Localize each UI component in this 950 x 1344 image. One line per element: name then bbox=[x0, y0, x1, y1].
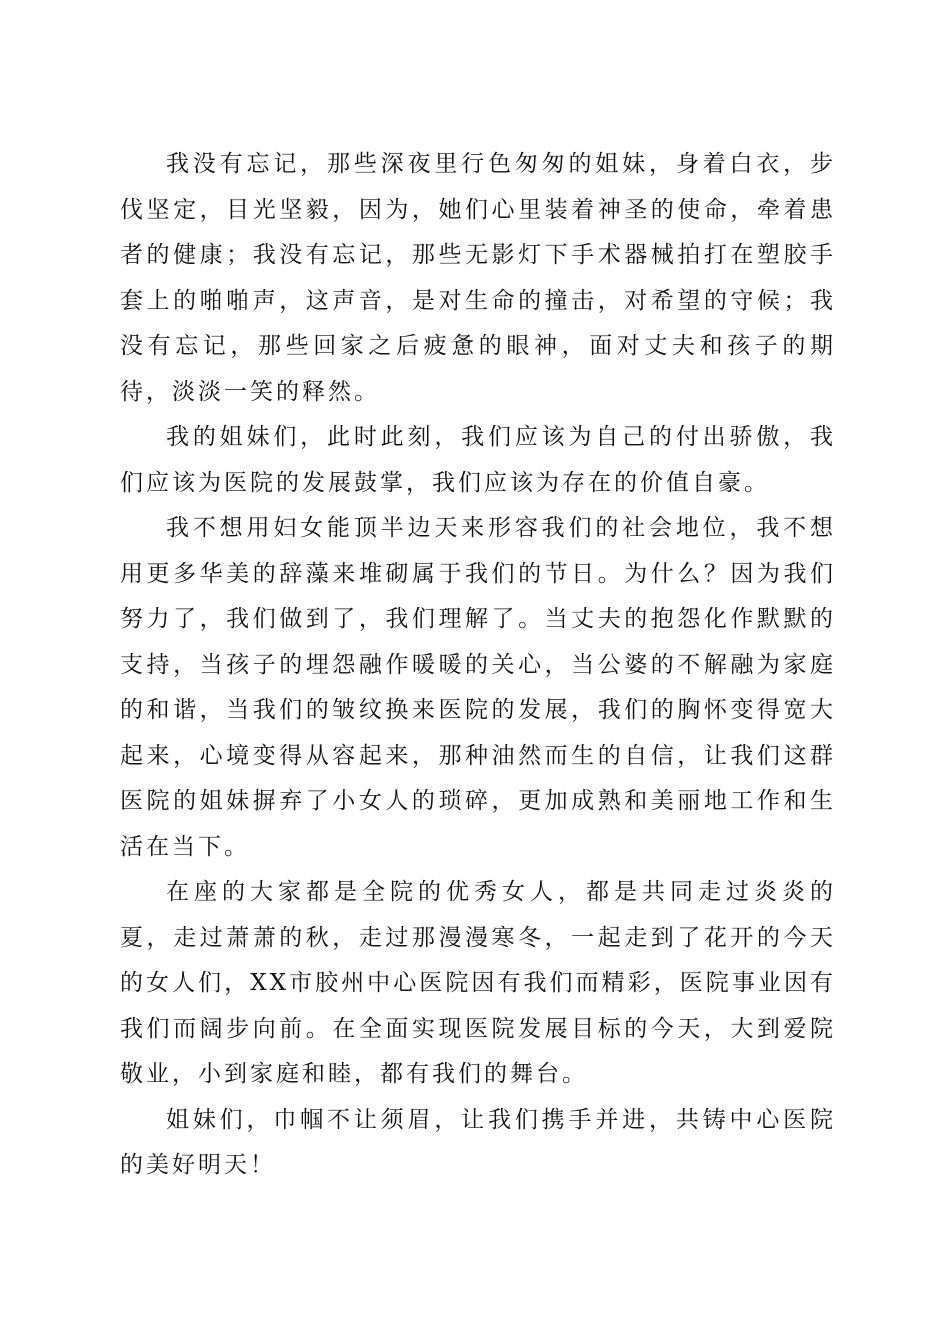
paragraph-2: 我的姐妹们，此时此刻，我们应该为自己的付出骄傲，我们应该为医院的发展鼓掌，我们应该为存在的价值自豪。 bbox=[120, 424, 836, 496]
paragraph-4: 在座的大家都是全院的优秀女人，都是共同走过炎炎的夏，走过萧萧的秋，走过那漫漫寒冬，一起走到了花开的今天的女人们，XX市胶州中心医院因有我们而精彩，医院事业因有我们而阔步向前。在全面实现医院发展目标的今天，大到爱院敬业，小到家庭和睦，都有我们的舞台。 bbox=[120, 879, 836, 1087]
paragraph-1: 我没有忘记，那些深夜里行色匆匆的姐妹，身着白衣，步伐坚定，目光坚毅，因为，她们心里装着神圣的使命，牵着患者的健康；我没有忘记，那些无影灯下手术器械拍打在塑胶手套上的啪啪声，这声音，是对生命的撞击，对希望的守候；我没有忘记，那些回家之后疲惫的眼神，面对丈夫和孩子的期待，淡淡一笑的释然。 bbox=[120, 151, 836, 405]
document-body bbox=[120, 142, 836, 1189]
paragraph-5: 姐妹们，巾帼不让须眉，让我们携手并进，共铸中心医院的美好明天！ bbox=[120, 1106, 836, 1178]
paragraph-3: 我不想用妇女能顶半边天来形容我们的社会地位，我不想用更多华美的辞藻来堆砌属于我们的节日。为什么？因为我们努力了，我们做到了，我们理解了。当丈夫的抱怨化作默默的支持，当孩子的埋怨融作暖暖的关心，当公婆的不解融为家庭的和谐，当我们的皱纹换来医院的发展，我们的胸怀变得宽大起来，心境变得从容起来，那种油然而生的自信，让我们这群医院的姐妹摒弃了小女人的琐碎，更加成熟和美丽地工作和生活在当下。 bbox=[120, 515, 836, 860]
